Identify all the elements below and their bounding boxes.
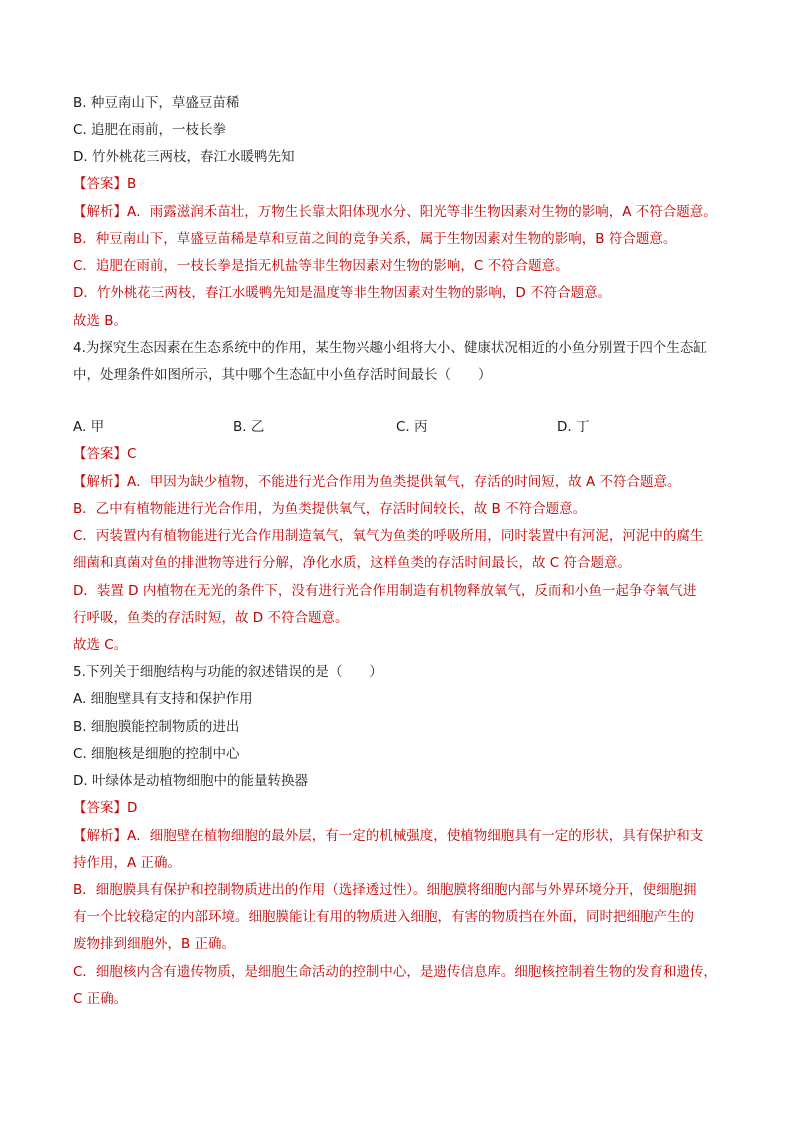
q3-analysis-a-line <box>73 203 717 221</box>
analysis-tag: 【解析】 <box>73 474 127 490</box>
q3-option-b: B. 种豆南山下，草盛豆苗稀 <box>73 95 240 111</box>
q3-answer: B <box>127 176 137 192</box>
answer-tag: 【答案】 <box>73 176 127 192</box>
q3-option-d: D. 竹外桃花三两枝，春江水暖鸭先知 <box>73 149 295 165</box>
q4-answer-line <box>73 445 136 463</box>
q4-stem-line-2: 中，处理条件如图所示，其中哪个生态缸中小鱼存活时间最长（ ） <box>73 367 492 383</box>
q4-option-c: C. 丙 <box>396 419 428 435</box>
q4-option-a: A. 甲 <box>73 419 105 435</box>
q4-analysis-d-1: D．装置 D 内植物在无光的条件下，没有进行光合作用制造有机物释放氧气，反而和小鱼一起争夺氧气进 <box>73 583 697 599</box>
answer-tag: 【答案】 <box>73 446 127 462</box>
q5-option-c: C. 细胞核是细胞的控制中心 <box>73 746 240 762</box>
q5-analysis-c-2: C 正确。 <box>73 991 128 1007</box>
q5-answer-line <box>73 799 137 817</box>
q5-analysis-a-1-line <box>73 827 703 845</box>
q3-analysis-c: C．追肥在雨前，一枝长拳是指无机盐等非生物因素对生物的影响，C 不符合题意。 <box>73 258 569 274</box>
q3-analysis-a: A．雨露滋润禾苗壮，万物生长靠太阳体现水分、阳光等非生物因素对生物的影响，A 不符合题意。 <box>127 204 717 220</box>
q5-analysis-b-1: B．细胞膜具有保护和控制物质进出的作用（选择透过性）。细胞膜将细胞内部与外界环境分开，使细胞拥 <box>73 882 697 898</box>
q5-analysis-a-1: A．细胞壁在植物细胞的最外层，有一定的机械强度，使植物细胞具有一定的形状，具有保护和支 <box>127 828 704 844</box>
q4-stem-line-1: 4.为探究生态因素在生态系统中的作用，某生物兴趣小组将大小、健康状况相近的小鱼分别置于四个生态缸 <box>73 340 707 356</box>
q5-analysis-a-2: 持作用，A 正确。 <box>73 855 182 871</box>
q4-answer: C <box>127 446 137 462</box>
q5-analysis-c-1: C．细胞核内含有遗传物质，是细胞生命活动的控制中心，是遗传信息库。细胞核控制着生物的发育和遗传， <box>73 964 717 980</box>
q4-analysis-c-1: C．丙装置内有植物能进行光合作用制造氧气，氧气为鱼类的呼吸所用，同时装置中有河泥，河泥中的腐生 <box>73 528 704 544</box>
q4-conclusion: 故选 C。 <box>73 637 128 653</box>
q4-option-b: B. 乙 <box>233 419 265 435</box>
analysis-tag: 【解析】 <box>73 204 127 220</box>
q5-analysis-b-2: 有一个比较稳定的内部环境。细胞膜能让有用的物质进入细胞，有害的物质挡在外面，同时把细胞产生的 <box>73 909 694 925</box>
q4-analysis-b: B．乙中有植物能进行光合作用，为鱼类提供氧气，存活时间较长，故 B 不符合题意。 <box>73 501 587 517</box>
q4-analysis-a-line <box>73 473 681 491</box>
q4-analysis-d-2: 行呼吸，鱼类的存活时短，故 D 不符合题意。 <box>73 610 349 626</box>
q4-analysis-c-2: 细菌和真菌对鱼的排泄物等进行分解，净化水质，这样鱼类的存活时间最长，故 C 符合题意。 <box>73 555 632 571</box>
q5-option-b: B. 细胞膜能控制物质的进出 <box>73 719 240 735</box>
analysis-tag: 【解析】 <box>73 828 127 844</box>
q3-conclusion: 故选 B。 <box>73 313 128 329</box>
q3-analysis-b: B．种豆南山下，草盛豆苗稀是草和豆苗之间的竞争关系，属于生物因素对生物的影响，B 符合题意。 <box>73 231 677 247</box>
q3-option-c: C. 追肥在雨前，一枝长拳 <box>73 122 227 138</box>
q5-option-a: A. 细胞壁具有支持和保护作用 <box>73 691 253 707</box>
q4-options <box>73 418 753 436</box>
q3-answer-line <box>73 175 136 193</box>
q5-answer: D <box>127 800 138 816</box>
q3-analysis-d: D．竹外桃花三两枝，春江水暖鸭先知是温度等非生物因素对生物的影响，D 不符合题意。 <box>73 285 612 301</box>
q4-option-d: D. 丁 <box>557 419 590 435</box>
answer-tag: 【答案】 <box>73 800 127 816</box>
q5-stem: 5.下列关于细胞结构与功能的叙述错误的是（ ） <box>73 664 383 680</box>
q5-option-d: D. 叶绿体是动植物细胞中的能量转换器 <box>73 773 308 789</box>
q5-analysis-b-3: 废物排到细胞外，B 正确。 <box>73 936 236 952</box>
q4-analysis-a: A．甲因为缺少植物，不能进行光合作用为鱼类提供氧气，存活的时间短，故 A 不符合题意。 <box>127 474 681 490</box>
